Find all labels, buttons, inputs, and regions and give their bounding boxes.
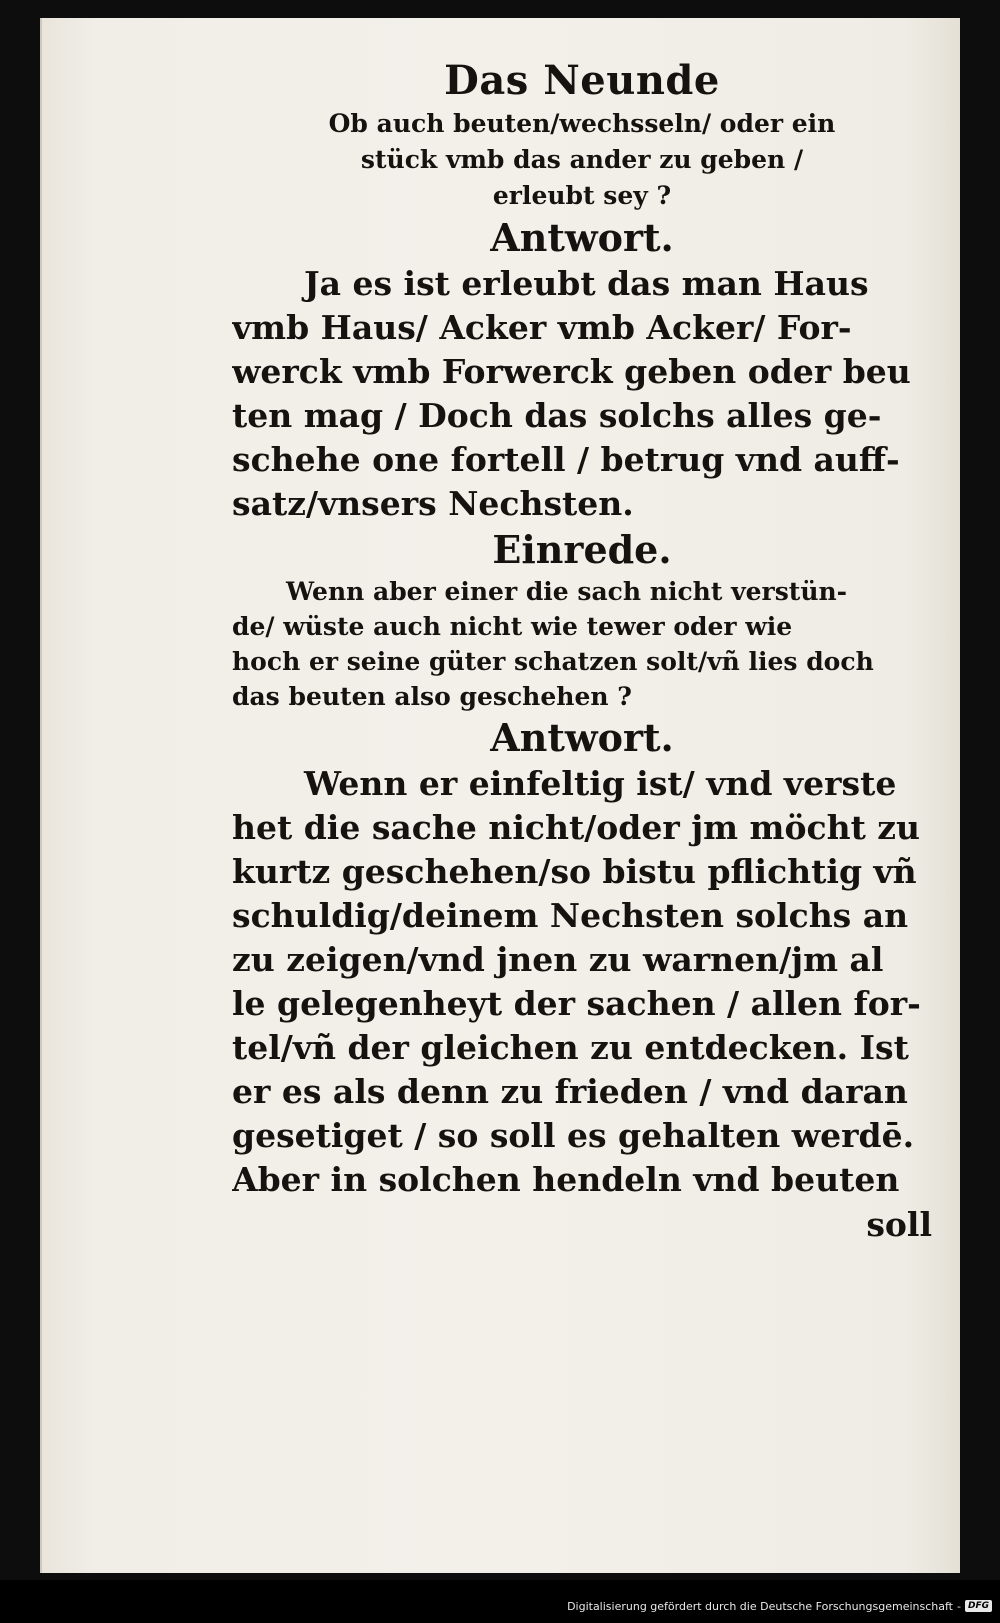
answer-paragraph bbox=[232, 762, 932, 1202]
digitization-credit bbox=[567, 1596, 992, 1616]
catchword: soll bbox=[866, 1205, 932, 1244]
answer-line: er es als denn zu frieden / vnd daran bbox=[232, 1072, 908, 1111]
question-paragraph bbox=[232, 106, 932, 214]
question-line: erleubt sey ? bbox=[492, 181, 672, 210]
answer-paragraph bbox=[232, 262, 932, 526]
credit-text: Digitalisierung gefördert durch die Deutsche Forschungsgemeinschaft bbox=[567, 1599, 953, 1613]
chapter-heading: Das Neunde bbox=[444, 57, 720, 104]
objection-line: Wenn aber einer die sach nicht verstün- bbox=[286, 577, 848, 606]
answer-heading: Antwort. bbox=[490, 715, 674, 760]
answer-heading: Antwort. bbox=[490, 215, 674, 260]
answer-line: Aber in solchen hendeln vnd beuten bbox=[232, 1160, 900, 1199]
objection-line: hoch er seine güter schatzen solt/vñ lies doch bbox=[232, 647, 874, 676]
answer-line: Wenn er einfeltig ist/ vnd verste bbox=[304, 764, 897, 803]
answer-line: schehe one fortell / betrug vnd auff- bbox=[232, 440, 900, 479]
objection-paragraph bbox=[232, 574, 932, 714]
answer-line: Ja es ist erleubt das man Haus bbox=[304, 264, 869, 303]
answer-line: kurtz geschehen/so bistu pflichtig vñ bbox=[232, 852, 917, 891]
answer-line: ten mag / Doch das solchs alles ge- bbox=[232, 396, 882, 435]
answer-line: gesetiget / so soll es gehalten werdē. bbox=[232, 1116, 915, 1155]
answer-line: le gelegenheyt der sachen / allen for- bbox=[232, 984, 921, 1023]
answer-line: zu zeigen/vnd jnen zu warnen/jm al bbox=[232, 940, 884, 979]
dfg-logo-icon: DFG bbox=[965, 1600, 992, 1612]
credit-separator: - bbox=[957, 1599, 961, 1613]
answer-line: vmb Haus/ Acker vmb Acker/ For- bbox=[232, 308, 852, 347]
answer-line: het die sache nicht/oder jm möcht zu bbox=[232, 808, 921, 847]
answer-line: satz/vnsers Nechsten. bbox=[232, 484, 634, 523]
objection-line: das beuten also geschehen ? bbox=[232, 682, 632, 711]
answer-line: werck vmb Forwerck geben oder beu bbox=[232, 352, 911, 391]
question-line: Ob auch beuten/wechsseln/ oder ein bbox=[328, 109, 836, 138]
objection-heading: Einrede. bbox=[492, 527, 672, 572]
answer-line: tel/vñ der gleichen zu entdecken. Ist bbox=[232, 1028, 909, 1067]
page-text bbox=[232, 56, 932, 1248]
answer-line: schuldig/deinem Nechsten solchs an bbox=[232, 896, 909, 935]
objection-line: de/ wüste auch nicht wie tewer oder wie bbox=[232, 612, 793, 641]
book-page bbox=[40, 18, 960, 1573]
question-line: stück vmb das ander zu geben / bbox=[360, 145, 804, 174]
